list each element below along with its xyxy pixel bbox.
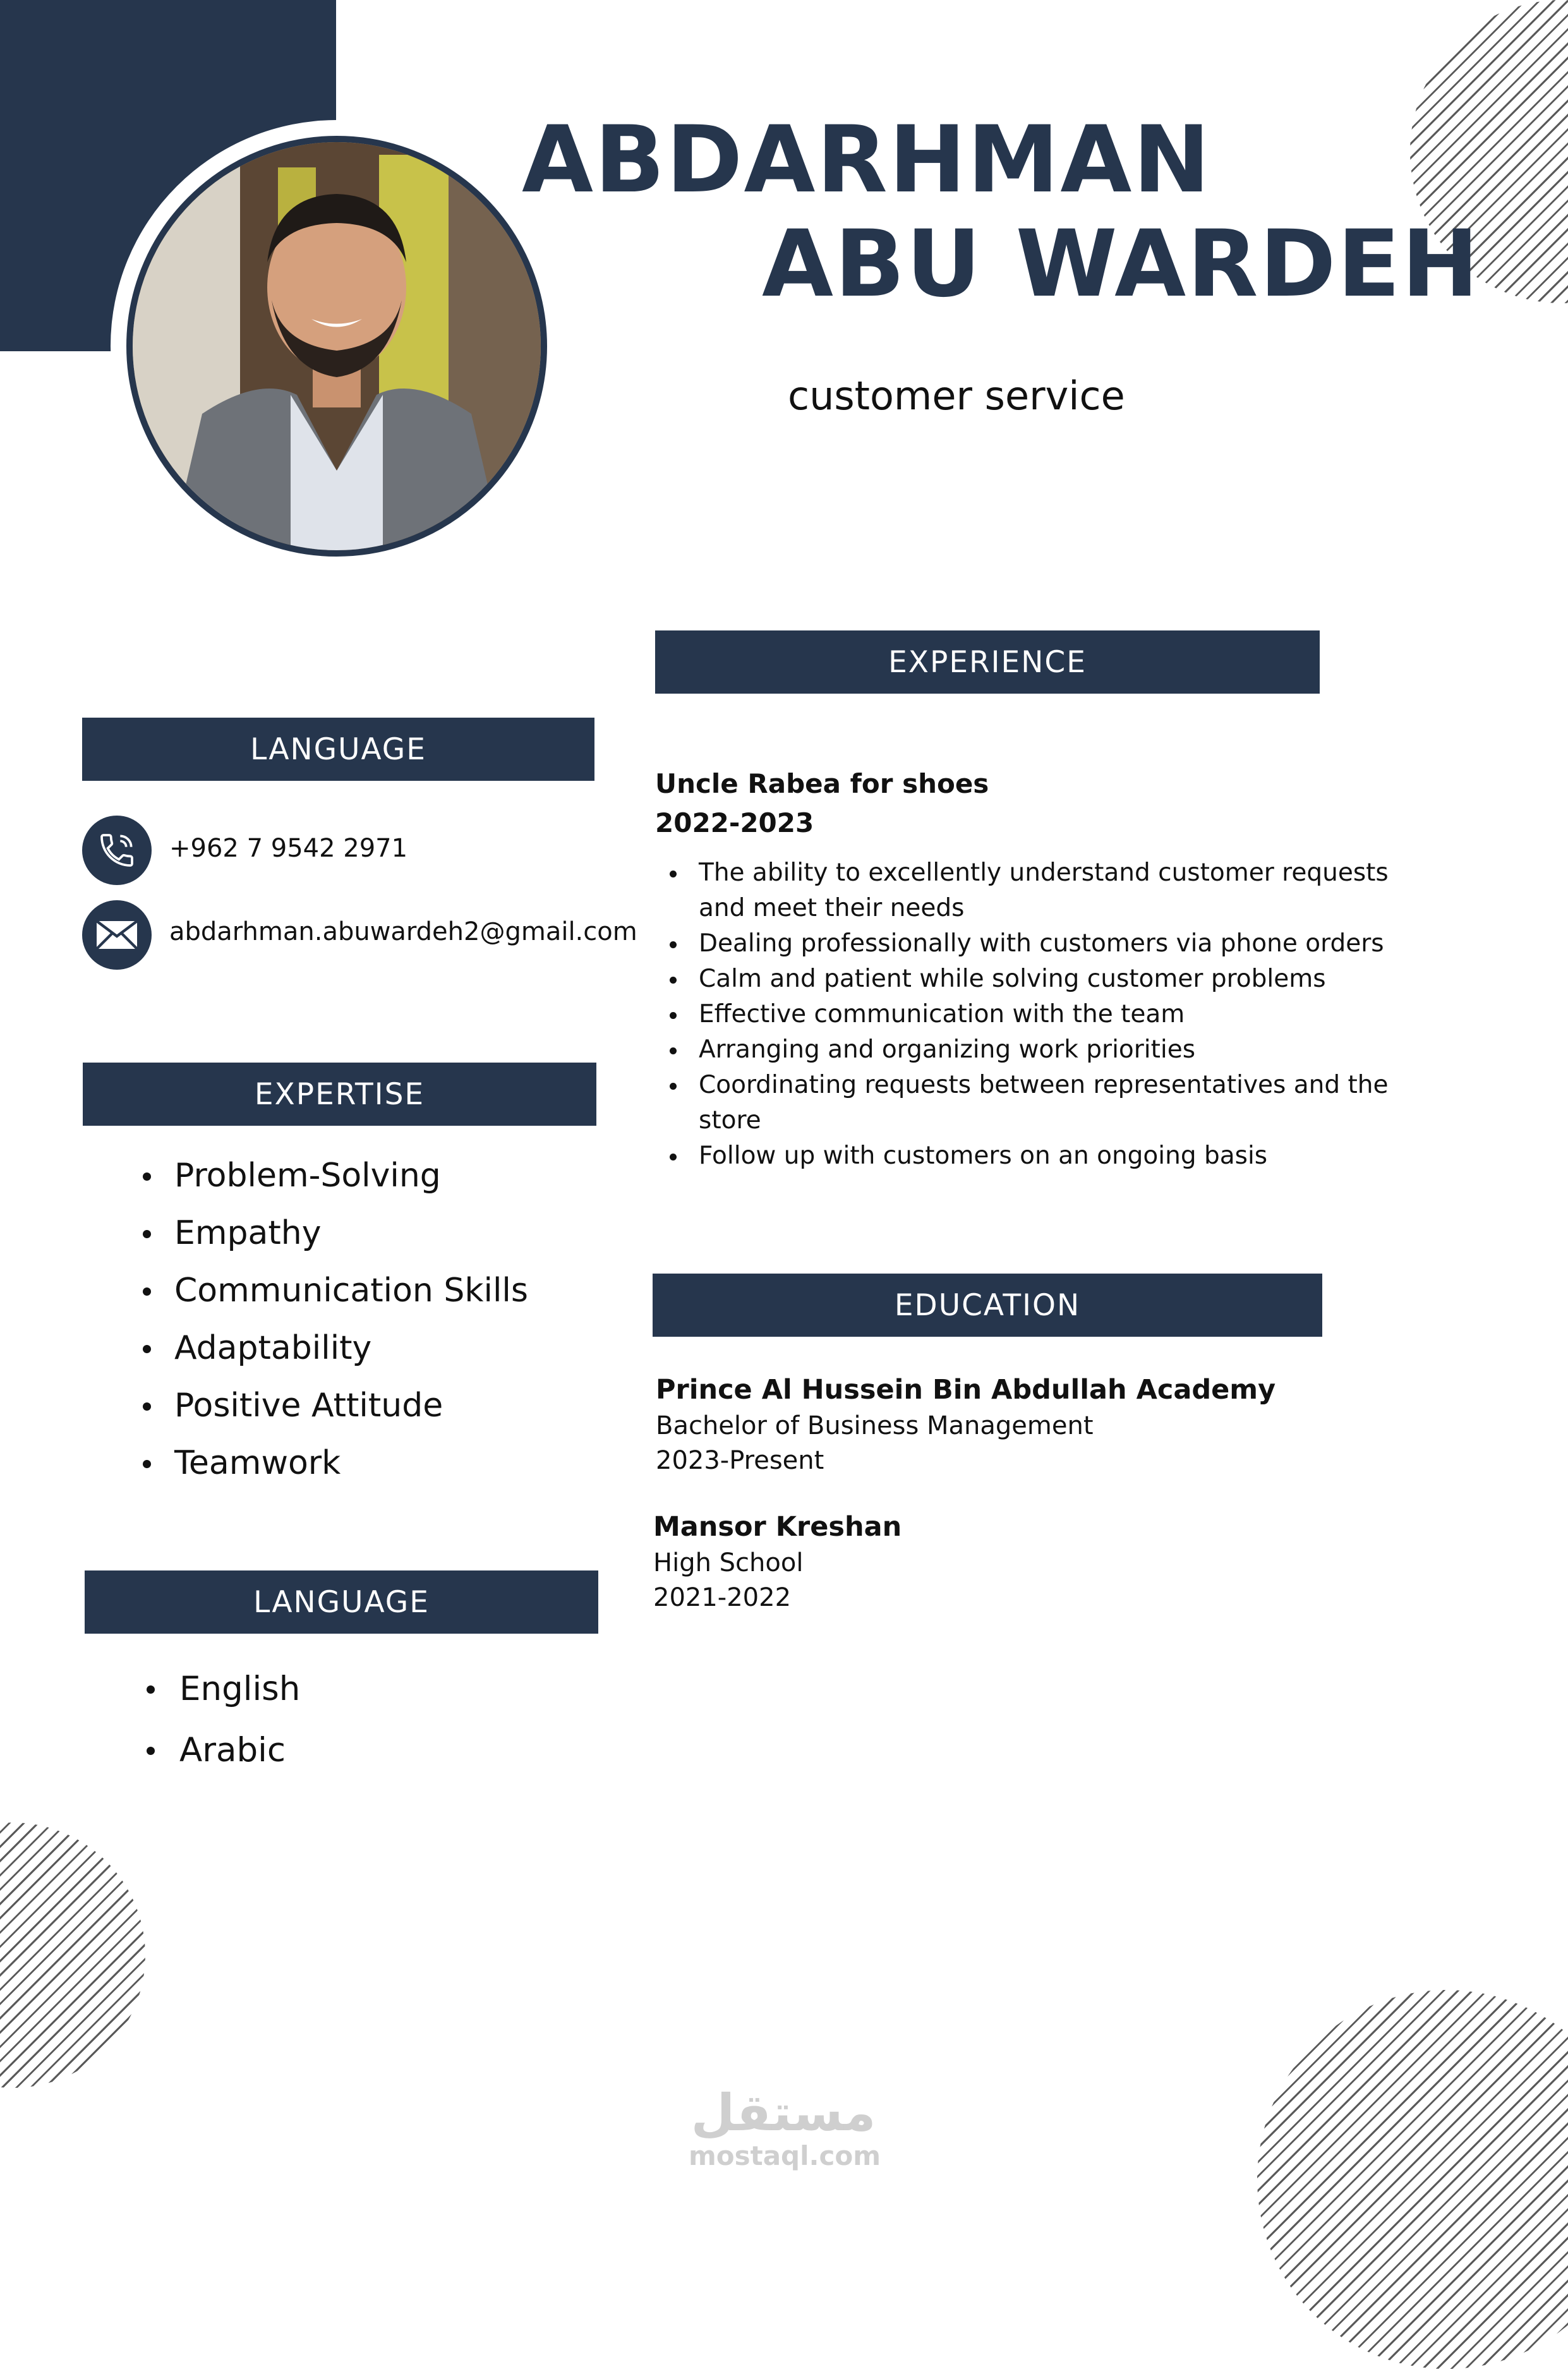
phone-number: +962 7 9542 2971 <box>169 834 408 863</box>
profile-photo-illustration <box>133 142 541 550</box>
experience-section-title: EXPERIENCE <box>888 644 1087 680</box>
email-address: abdarhman.abuwardeh2@gmail.com <box>169 917 637 946</box>
education-period: 2021-2022 <box>653 1583 792 1612</box>
list-item: English <box>179 1658 300 1720</box>
experience-period: 2022-2023 <box>655 807 814 838</box>
experience-company: Uncle Rabea for shoes <box>655 768 989 799</box>
education-school: Mansor Kreshan <box>653 1511 902 1543</box>
list-item: Calm and patient while solving customer problems <box>699 961 1425 997</box>
experience-section-header <box>655 630 1320 694</box>
contact-section-title: LANGUAGE <box>250 732 426 767</box>
language-section-title: LANGUAGE <box>253 1584 430 1620</box>
contact-section-header <box>82 718 594 781</box>
list-item: Problem-Solving <box>174 1147 528 1205</box>
list-item: Communication Skills <box>174 1262 528 1320</box>
language-list <box>179 1658 300 1781</box>
experience-duties-list <box>699 855 1425 1174</box>
job-title: customer service <box>788 373 1125 419</box>
list-item: Empathy <box>174 1205 528 1262</box>
list-item: Adaptability <box>174 1320 528 1377</box>
education-school: Prince Al Hussein Bin Abdullah Academy <box>656 1374 1276 1406</box>
hatched-circle-bottom-right <box>1257 1990 1568 2369</box>
education-period: 2023-Present <box>656 1446 824 1475</box>
name-second-line: ABU WARDEH <box>762 210 1480 318</box>
education-degree: High School <box>653 1548 804 1577</box>
education-degree: Bachelor of Business Management <box>656 1411 1094 1440</box>
expertise-list <box>174 1147 528 1492</box>
list-item: Coordinating requests between representatives and the store <box>699 1068 1413 1138</box>
expertise-section-header <box>83 1063 596 1126</box>
list-item: Dealing professionally with customers via phone orders <box>699 926 1425 961</box>
list-item: Positive Attitude <box>174 1377 528 1435</box>
education-section-title: EDUCATION <box>894 1287 1081 1323</box>
list-item: Teamwork <box>174 1435 528 1492</box>
watermark-latin: mostaql.com <box>689 2140 881 2171</box>
expertise-section-title: EXPERTISE <box>254 1076 425 1112</box>
envelope-icon-glyph <box>95 919 138 951</box>
envelope-icon <box>82 900 152 970</box>
list-item: Arranging and organizing work priorities <box>699 1032 1425 1068</box>
profile-photo <box>126 136 547 557</box>
list-item: Effective communication with the team <box>699 997 1425 1032</box>
list-item: Follow up with customers on an ongoing basis <box>699 1138 1425 1174</box>
language-section-header <box>85 1570 598 1634</box>
hatched-circle-bottom-left <box>0 1823 145 2088</box>
list-item: The ability to excellently understand customer requests and meet their needs <box>699 855 1413 926</box>
education-entry <box>653 1508 902 1615</box>
education-entry <box>656 1371 1276 1478</box>
name-first-line: ABDARHMAN <box>522 106 1212 214</box>
phone-icon-glyph <box>97 830 137 871</box>
education-section-header <box>653 1274 1322 1337</box>
phone-icon <box>82 816 152 885</box>
watermark-arabic: مستقل <box>691 2083 876 2142</box>
mostaql-watermark <box>689 2083 881 2171</box>
list-item: Arabic <box>179 1720 300 1781</box>
